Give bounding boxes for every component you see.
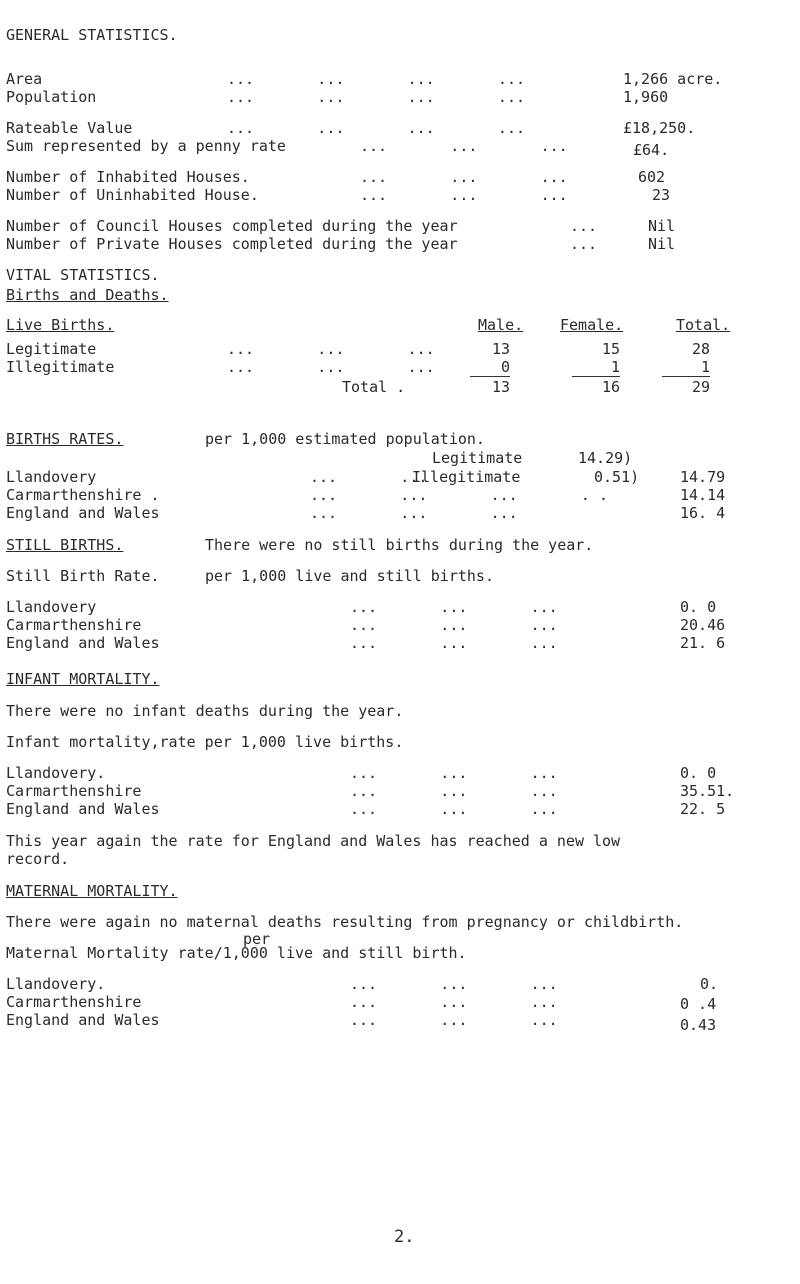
cell-total: 1 <box>700 358 710 376</box>
rate-value: 14.79 <box>680 468 726 486</box>
infant-value: 0. 0 <box>680 764 717 782</box>
col-male: Male. <box>478 316 524 334</box>
row-dots: ... ... ... <box>227 358 435 376</box>
cell-female: 15 <box>601 340 620 358</box>
maternal-dots: ... ... ... <box>350 975 558 993</box>
total-female: 16 <box>601 378 620 396</box>
still-dots: ... ... ... <box>350 634 558 652</box>
general-label: Rateable Value <box>6 119 133 137</box>
maternal-label: England and Wales <box>6 1011 160 1029</box>
infant-note-cont: record. <box>6 850 70 868</box>
general-label: Number of Inhabited Houses. <box>6 168 250 186</box>
infant-dots: ... ... ... <box>350 782 558 800</box>
general-value: £64. <box>633 141 670 159</box>
infant-dots: ... ... ... <box>350 800 558 818</box>
general-dots: ... ... ... ... <box>227 88 526 106</box>
general-dots: ... ... ... <box>360 168 568 186</box>
general-label: Number of Uninhabited House. <box>6 186 259 204</box>
infant-rate-label: Infant mortality,rate per 1,000 live births. <box>6 733 404 751</box>
cell-female: 1 <box>610 358 620 376</box>
divider <box>470 376 510 377</box>
still-label: England and Wales <box>6 634 160 652</box>
maternal-label: Llandovery. <box>6 975 106 993</box>
general-value: 1,960 <box>623 88 669 106</box>
infant-label: England and Wales <box>6 800 160 818</box>
birth-rates-heading: BIRTHS RATES. <box>6 430 124 448</box>
row-dots: ... ... ... <box>227 340 435 358</box>
page-heading: GENERAL STATISTICS. <box>6 26 178 44</box>
col-female: Female. <box>560 316 624 334</box>
illegit-value: 0.51) <box>594 468 640 486</box>
infant-value: 22. 5 <box>680 800 726 818</box>
maternal-heading: MATERNAL MORTALITY. <box>6 882 178 900</box>
maternal-rate-label: Maternal Mortality rate/1,000 live and still birth. <box>6 944 467 962</box>
general-dots: ... ... ... <box>360 186 568 204</box>
general-dots: ... ... ... ... <box>227 119 526 137</box>
still-rate-per: per 1,000 live and still births. <box>205 567 494 585</box>
still-label: Llandovery <box>6 598 97 616</box>
infant-label: Carmarthenshire <box>6 782 142 800</box>
divider <box>572 376 620 377</box>
still-value: 0. 0 <box>680 598 717 616</box>
rate-label: Carmarthenshire . <box>6 486 160 504</box>
page-number: 2. <box>394 1227 415 1247</box>
infant-note: This year again the rate for England and Wales has reached a new low <box>6 832 621 850</box>
still-rate-label: Still Birth Rate. <box>6 567 160 585</box>
maternal-dots: ... ... ... <box>350 1011 558 1029</box>
maternal-value: 0.43 <box>680 1016 717 1034</box>
general-dots: ... ... ... <box>360 137 568 155</box>
general-label: Sum represented by a penny rate <box>6 137 286 155</box>
legit-label: Legitimate <box>432 449 523 467</box>
cell-total: 28 <box>691 340 710 358</box>
general-value: 1,266 acre. <box>623 70 723 88</box>
general-label: Area <box>6 70 43 88</box>
rate-value: 16. 4 <box>680 504 726 522</box>
maternal-per: per <box>243 930 271 948</box>
rate-dots: ... ... <box>310 468 428 486</box>
still-dots: ... ... ... <box>350 616 558 634</box>
general-value: £18,250. <box>623 119 696 137</box>
rate-label: England and Wales <box>6 504 160 522</box>
still-label: Carmarthenshire <box>6 616 142 634</box>
still-births-text: There were no still births during the year. <box>205 536 594 554</box>
total-total: 29 <box>691 378 710 396</box>
total-male: 13 <box>491 378 510 396</box>
rate-value: 14.14 <box>680 486 726 504</box>
legit-value: 14.29) <box>578 449 633 467</box>
total-label: Total . <box>342 378 406 396</box>
col-total: Total. <box>676 316 731 334</box>
general-dots: ... <box>570 217 598 235</box>
rate-label: Llandovery <box>6 468 97 486</box>
row-label: Illegitimate <box>6 358 115 376</box>
maternal-label: Carmarthenshire <box>6 993 142 1011</box>
births-deaths-heading: Births and Deaths. <box>6 286 169 304</box>
general-value: 602 <box>638 168 666 186</box>
infant-value: 35.51. <box>680 782 735 800</box>
still-dots: ... ... ... <box>350 598 558 616</box>
cell-male: 0 <box>500 358 510 376</box>
rate-dots: ... ... ... . . <box>310 486 609 504</box>
maternal-text: There were again no maternal deaths resulting from pregnancy or childbirth. <box>6 913 684 931</box>
general-label: Number of Council Houses completed during the year <box>6 217 458 235</box>
general-value: Nil <box>648 217 676 235</box>
divider <box>662 376 710 377</box>
general-dots: ... ... ... ... <box>227 70 526 88</box>
cell-male: 13 <box>491 340 510 358</box>
rate-dots: ... ... ... <box>310 504 518 522</box>
general-label: Population <box>6 88 97 106</box>
maternal-value: 0. <box>700 975 719 993</box>
still-births-heading: STILL BIRTHS. <box>6 536 124 554</box>
infant-dots: ... ... ... <box>350 764 558 782</box>
infant-text: There were no infant deaths during the year. <box>6 702 404 720</box>
infant-label: Llandovery. <box>6 764 106 782</box>
infant-heading: INFANT MORTALITY. <box>6 670 160 688</box>
row-label: Legitimate <box>6 340 97 358</box>
still-value: 21. 6 <box>680 634 726 652</box>
maternal-dots: ... ... ... <box>350 993 558 1011</box>
illegit-label: Illegitimate <box>412 468 521 486</box>
general-value: 23 <box>652 186 671 204</box>
live-births-heading: Live Births. <box>6 316 115 334</box>
general-dots: ... <box>570 235 598 253</box>
still-value: 20.46 <box>680 616 726 634</box>
general-value: Nil <box>648 235 676 253</box>
maternal-value: 0 .4 <box>680 995 717 1013</box>
general-label: Number of Private Houses completed during the year <box>6 235 458 253</box>
birth-rates-per: per 1,000 estimated population. <box>205 430 485 448</box>
vital-heading: VITAL STATISTICS. <box>6 266 160 284</box>
